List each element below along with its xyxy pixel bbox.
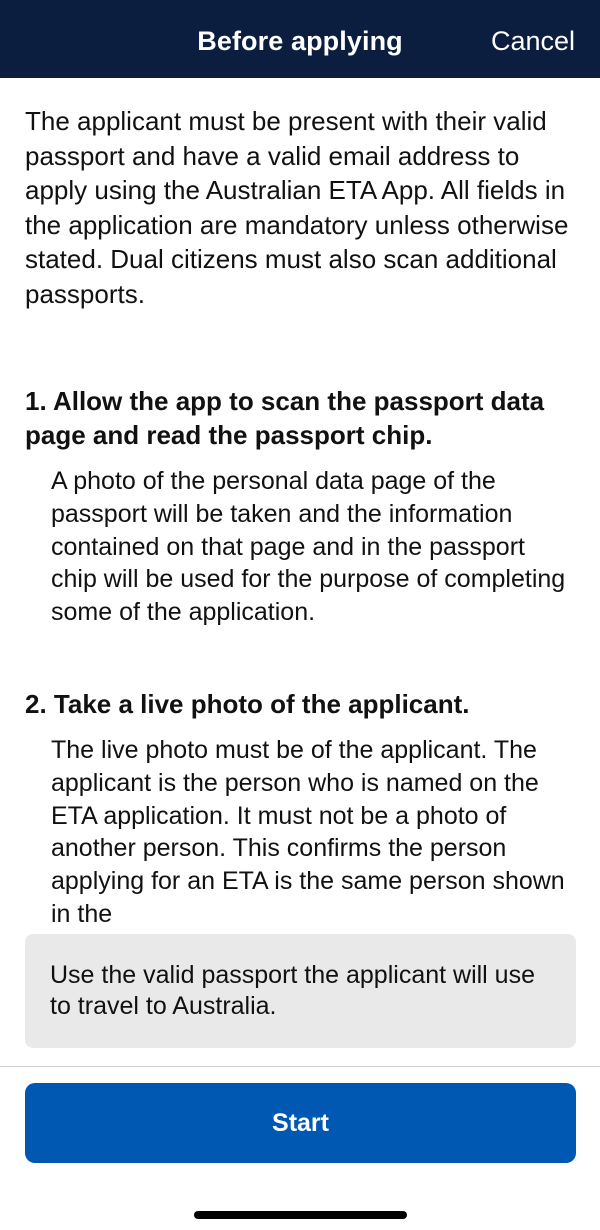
step-1-title: 1. Allow the app to scan the passport data page and read the passport chip. bbox=[25, 386, 545, 450]
step-1-body: A photo of the personal data page of the passport will be taken and the information contained on that page and in the passport chip will be used for the purpose of completing some of the application. bbox=[51, 467, 566, 627]
step-2-body: The live photo must be of the applicant. The applicant is the person who is named on the ETA application. It must not be a photo of another person. This confirms the person applying for an ETA is the same person shown in the bbox=[51, 736, 565, 928]
step-2-title: 2. Take a live photo of the applicant. bbox=[25, 689, 470, 719]
start-button[interactable]: Start bbox=[25, 1083, 576, 1163]
footer-divider bbox=[0, 1066, 600, 1067]
scroll-content[interactable] bbox=[0, 78, 600, 932]
cancel-button[interactable]: Cancel bbox=[490, 26, 575, 56]
intro-text: The applicant must be present with their valid passport and have a valid email address to apply using the Australian ETA App. All fields in the application are mandatory unless otherwise stated. Dual citizens must also scan additional passports. bbox=[25, 106, 569, 309]
nav-header bbox=[0, 0, 600, 78]
passport-notice-text: Use the valid passport the applicant will use to travel to Australia. bbox=[50, 961, 535, 1020]
passport-notice bbox=[25, 934, 576, 1048]
home-indicator bbox=[194, 1211, 407, 1219]
page-title: Before applying bbox=[197, 26, 403, 56]
